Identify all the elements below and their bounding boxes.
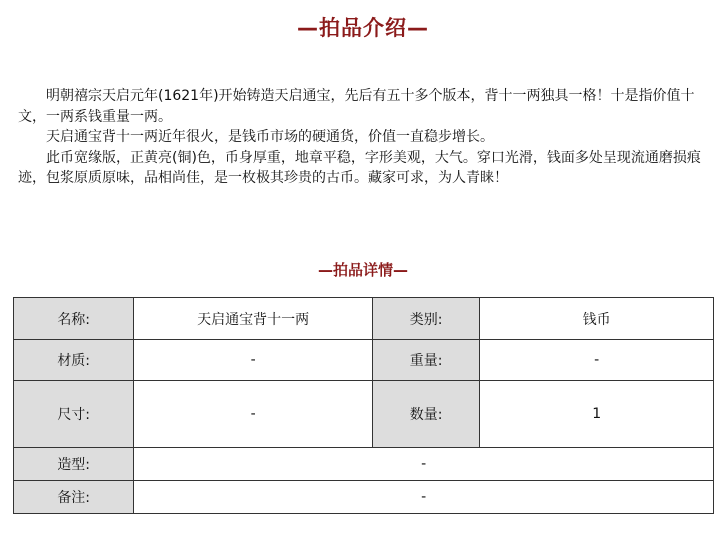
size-value: -: [134, 381, 373, 448]
material-label: 材质:: [14, 340, 134, 381]
details-table: [13, 297, 714, 514]
category-label: 类别:: [373, 298, 480, 340]
table-row: [14, 481, 714, 514]
intro-text: [18, 86, 708, 189]
table-row: [14, 448, 714, 481]
intro-paragraph: 此币宽缘版，正黄亮(铜)色，币身厚重，地章平稳，字形美观，大气。穿口光滑，钱面多处呈现流通磨损痕迹，包浆原质原味，品相尚佳，是一枚极其珍贵的古币。藏家可求，为人青睐！: [18, 149, 701, 186]
name-label: 名称:: [14, 298, 134, 340]
shape-label: 造型:: [14, 448, 134, 481]
intro-paragraph: 天启通宝背十一两近年很火，是钱币市场的硬通货，价值一直稳步增长。: [46, 129, 494, 145]
shape-value: -: [134, 448, 714, 481]
weight-label: 重量:: [373, 340, 480, 381]
quantity-label: 数量:: [373, 381, 480, 448]
table-row: [14, 298, 714, 340]
intro-paragraph: 明朝禧宗天启元年(1621年)开始铸造天启通宝，先后有五十多个版本，背十一两独具一格！十是指价值十文，一两系钱重量一两。: [18, 88, 695, 125]
name-value: 天启通宝背十一两: [134, 298, 373, 340]
weight-value: -: [480, 340, 714, 381]
intro-section-title: —拍品介绍—: [297, 16, 429, 40]
remarks-value: -: [134, 481, 714, 514]
quantity-value: 1: [480, 381, 714, 448]
size-label: 尺寸:: [14, 381, 134, 448]
table-row: [14, 340, 714, 381]
category-value: 钱币: [480, 298, 714, 340]
remarks-label: 备注:: [14, 481, 134, 514]
material-value: -: [134, 340, 373, 381]
table-row: [14, 381, 714, 448]
details-section-title: —拍品详情—: [317, 261, 408, 279]
